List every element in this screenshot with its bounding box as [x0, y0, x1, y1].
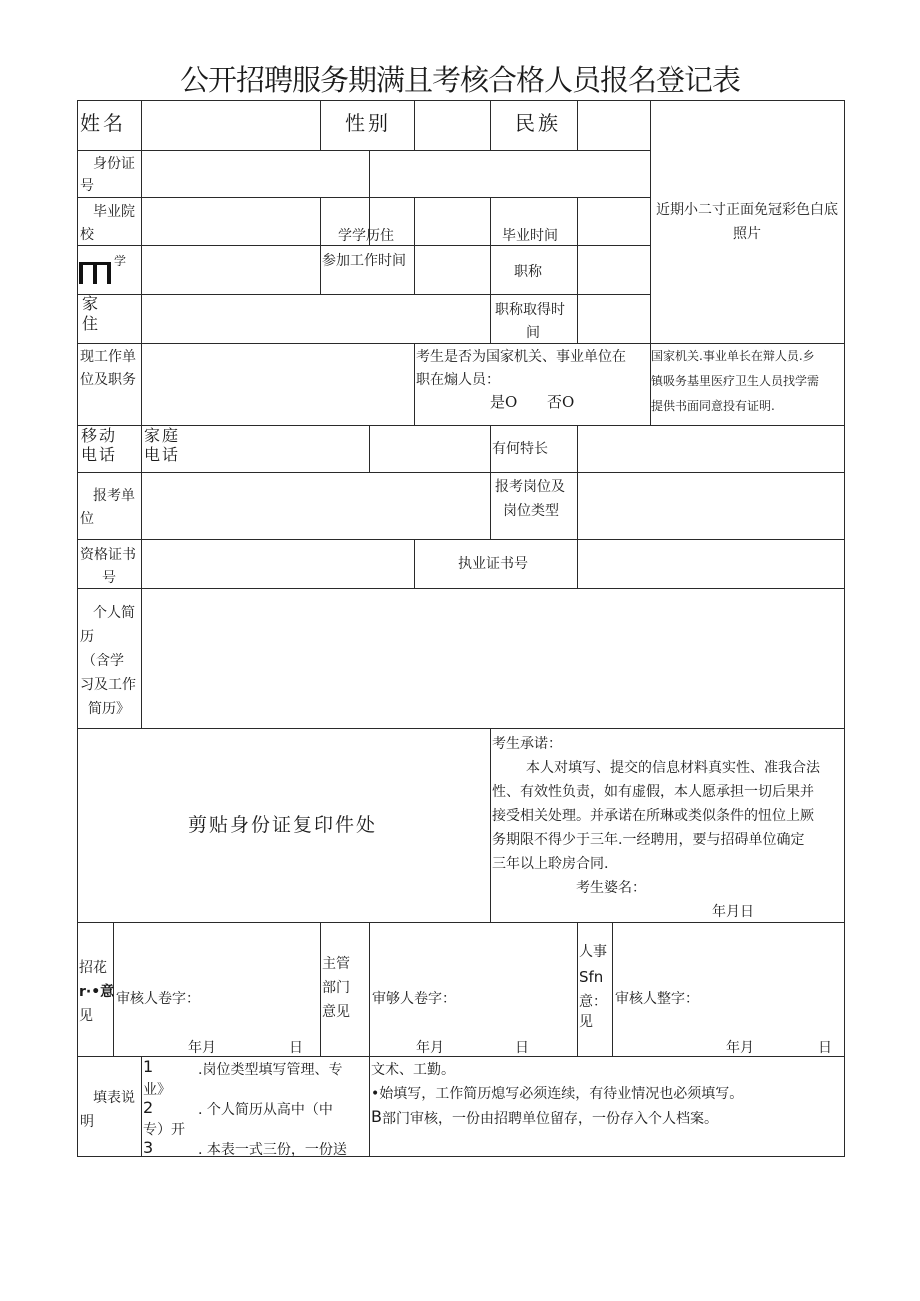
instruction-2-text-cont: 专）开	[143, 1122, 185, 1138]
photo-note: 近期小二寸正面免冠彩色白底照片	[656, 202, 838, 242]
school-label-line2: 校	[80, 227, 94, 243]
job-label-line2: 位及职务	[80, 372, 136, 388]
instructions-label-line1: 填表说	[93, 1090, 135, 1106]
apply-post-label-line1: 报考岗位及	[495, 479, 565, 495]
instructions-label-line2: 明	[80, 1114, 94, 1130]
authority-opinion-label-line1: 主管	[322, 956, 350, 972]
consent-note-line1: 国家机关.事业单长在辩人员.乡	[651, 349, 815, 363]
form-title: 公开招聘服务期满且考核合格人员报名登记表	[179, 63, 740, 97]
hr-date-ym: 年月	[726, 1040, 754, 1056]
instruction-right-line3: 部门审核，一份由招聘单位留存，一份存入个人档案。	[382, 1111, 718, 1127]
candidate-signature-label: 考生婆名：	[576, 880, 646, 896]
resume-label-line5: 简历》	[88, 701, 130, 717]
yes-option[interactable]: 是O	[490, 393, 518, 411]
recruiter-opinion-label-line2: r·•意	[79, 984, 115, 1000]
instruction-right-line1: 文术、工勤。	[371, 1062, 455, 1078]
authority-opinion-label-line3: 意见	[322, 1004, 350, 1020]
instruction-1-text-cont: 业》	[143, 1082, 171, 1098]
pledge-title: 考生承诺：	[492, 736, 562, 752]
civil-servant-question-line1: 考生是否为国家机关、事业单位在	[416, 349, 626, 365]
resume-label-line4: 习及工作	[80, 677, 136, 693]
specialty-label: 有何特长	[492, 441, 548, 457]
recruiter-date-d: 日	[289, 1040, 303, 1056]
resume-label-line1: 个人简	[93, 605, 135, 621]
instruction-3-number: 3	[143, 1138, 154, 1157]
id-copy-paste-area: 剪贴身份证复印件处	[188, 814, 378, 836]
school-label-line1: 毕业院	[93, 204, 135, 220]
instruction-1-text: .岗位类型填写管理、专	[198, 1062, 343, 1078]
id-label-line2: 号	[80, 178, 94, 194]
hr-reviewer-signature: 审核人整字：	[615, 991, 699, 1007]
recruiter-opinion-label-line1: 招花	[79, 960, 107, 976]
authority-date-ym: 年月	[416, 1040, 444, 1056]
authority-reviewer-signature: 审够人卷字：	[372, 991, 456, 1007]
gender-label: 性别	[345, 111, 391, 135]
hr-opinion-label-line3: 意：	[579, 994, 607, 1010]
instruction-2-number: 2	[143, 1098, 154, 1117]
title-date-label-line1: 职称取得时	[495, 302, 565, 318]
qualification-cert-label-line2: 号	[102, 570, 116, 586]
recruiter-reviewer-signature: 审核人卷字：	[116, 991, 200, 1007]
hr-opinion-label-line2: Sfn	[579, 968, 604, 986]
degree-label: 学学历住	[338, 228, 394, 244]
hr-date-d: 日	[818, 1040, 832, 1056]
name-label: 姓名	[80, 111, 126, 135]
pledge-line2: 性、有效性负责，如有虚假，本人愿承担一切后果并	[492, 784, 814, 800]
home-phone-label-line2: 电话	[144, 445, 181, 464]
row4-glyph: 学	[114, 254, 127, 268]
recruiter-date-ym: 年月	[188, 1040, 216, 1056]
title-rank-label: 职称	[514, 264, 542, 280]
qualification-cert-label-line1: 资格证书	[80, 547, 136, 563]
resume-label-line3: （含学	[82, 653, 124, 669]
instruction-2-text: . 个人简历从高中（中	[198, 1102, 333, 1118]
authority-date-d: 日	[515, 1040, 529, 1056]
hr-opinion-label-line1: 人事	[579, 944, 607, 960]
no-option[interactable]: 否O	[547, 393, 575, 411]
resume-label-line2: 历	[80, 629, 94, 645]
instruction-right-line2: •始填写，工作简历熄写必须连续，有待业情况也必须填写。	[371, 1086, 744, 1102]
apply-post-label-line2: 岗位类型	[503, 503, 559, 519]
home-phone-label-line1: 家庭	[144, 426, 181, 445]
practice-license-label: 执业证书号	[458, 556, 528, 572]
title-date-label-line2: 间	[526, 325, 540, 341]
recruiter-opinion-label-line3: 见	[79, 1008, 93, 1024]
job-label-line1: 现工作单	[80, 349, 136, 365]
mobile-label-line1: 移动	[81, 426, 118, 445]
instruction-3-text: . 本表一式三份，一份送	[198, 1142, 347, 1158]
pledge-line1: 本人对填写、提交的信息材料真实性、准我合法	[526, 760, 820, 776]
consent-note-line2: 镇吸务基里医疗卫生人员找学需	[651, 374, 820, 388]
apply-unit-label-line2: 位	[80, 511, 94, 527]
hr-opinion-label-line4: 见	[579, 1014, 593, 1030]
address-label-line1: 家	[82, 294, 99, 313]
ethnicity-label: 民族	[515, 111, 561, 135]
apply-unit-label-line1: 报考单	[93, 488, 135, 504]
consent-note-line3: 提供书面同意投有证明.	[651, 399, 775, 413]
id-label-line1: 身份证	[93, 156, 135, 172]
pledge-line5: 三年以上聆房合同.	[492, 856, 609, 872]
grad-time-label: 毕业时间	[502, 228, 558, 244]
instruction-right-line3-letter: B	[371, 1107, 382, 1126]
instruction-1-number: 1	[143, 1057, 154, 1076]
mobile-label-line2: 电话	[81, 445, 118, 464]
address-label-line2: 住	[82, 314, 99, 333]
candidate-sign-date: 年月日	[712, 904, 754, 920]
authority-opinion-label-line2: 部门	[322, 980, 350, 996]
work-start-label: 参加工作时间	[322, 253, 406, 269]
pledge-line4: 务期限不得少于三年.一经聘用，要与招碍单位确定	[492, 832, 805, 848]
civil-servant-question-line2: 职在煽人员：	[416, 372, 500, 388]
pledge-line3: 接受相关处理。并承诺在所琳或类似条件的忸位上厥	[492, 808, 814, 824]
